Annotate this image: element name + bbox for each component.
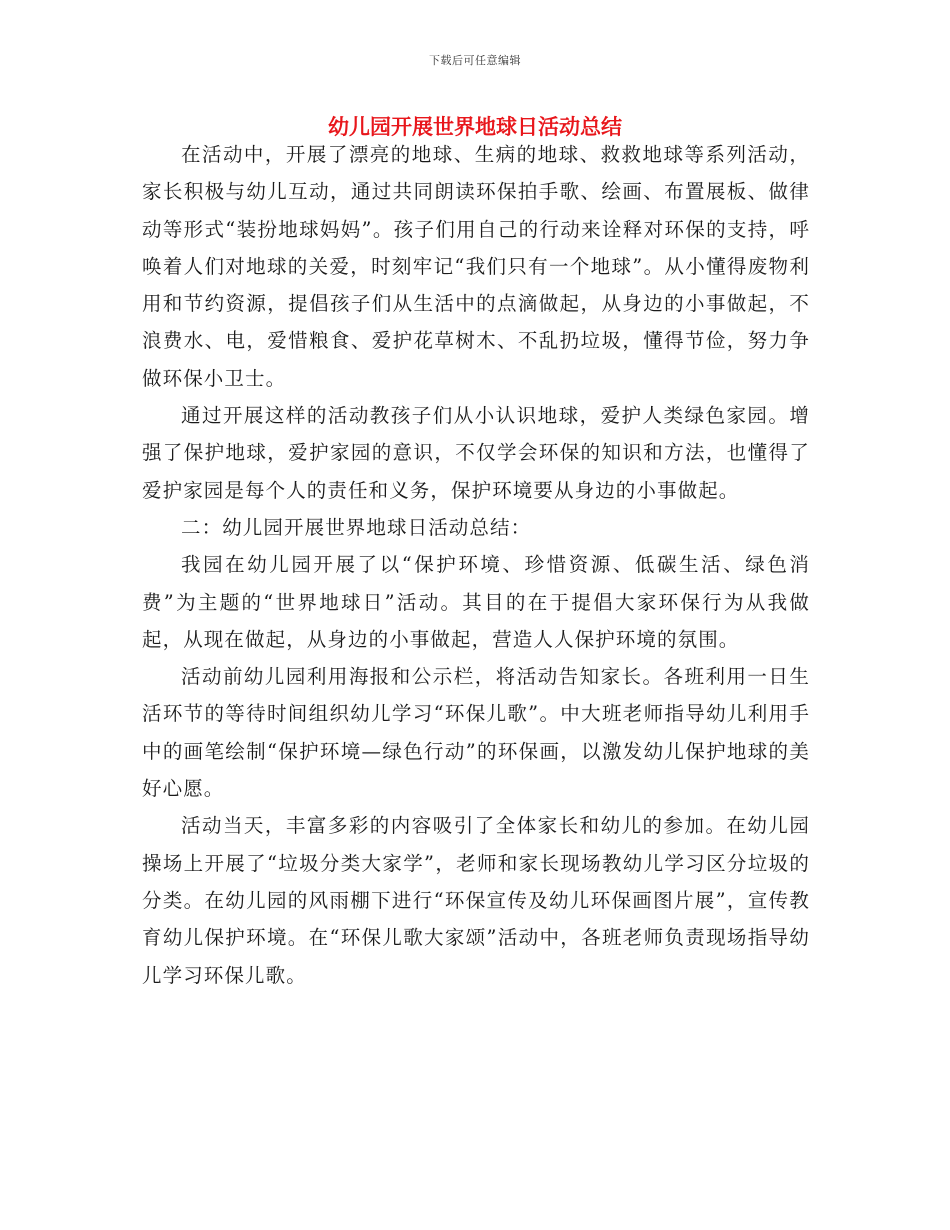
header-note: 下载后可任意编辑 [429,54,521,67]
paragraph-preparation: 活动前幼儿园利用海报和公示栏，将活动告知家长。各班利用一日生活环节的等待时间组织幼儿学习“环保儿歌”。中大班老师指导幼儿利用手中的画笔绘制“保护环境—绿色行动”的环保画，以激发幼儿保护地球的美好心愿。 [142,665,810,801]
paragraph-purpose: 通过开展这样的活动教孩子们从小认识地球，爱护人类绿色家园。增强了保护地球，爱护家园的意识，不仅学会环保的知识和方法，也懂得了爱护家园是每个人的责任和义务，保护环境要从身边的小事做起。 [142,404,810,502]
paragraph-theme: 我园在幼儿园开展了以“保护环境、珍惜资源、低碳生活、绿色消费”为主题的“世界地球日”活动。其目的在于提倡大家环保行为从我做起，从现在做起，从身边的小事做起，营造人人保护环境的氛围。 [142,553,810,651]
document-title: 幼儿园开展世界地球日活动总结 [328,115,622,139]
section-heading: 二：幼儿园开展世界地球日活动总结： [181,515,532,539]
document-body [142,136,810,994]
paragraph-activities: 在活动中，开展了漂亮的地球、生病的地球、救救地球等系列活动，家长积极与幼儿互动，通过共同朗读环保拍手歌、绘画、布置展板、做律动等形式“装扮地球妈妈”。孩子们用自己的行动来诠释对环保的支持，呼唤着人们对地球的关爱，时刻牢记“我们只有一个地球”。从小懂得废物利用和节约资源，提倡孩子们从生活中的点滴做起，从身边的小事做起，不浪费水、电，爱惜粮食、爱护花草树木、不乱扔垃圾，懂得节俭，努力争做环保小卫士。 [142,143,810,390]
paragraph-event-day: 活动当天，丰富多彩的内容吸引了全体家长和幼儿的参加。在幼儿园操场上开展了“垃圾分类大家学”，老师和家长现场教幼儿学习区分垃圾的分类。在幼儿园的风雨棚下进行“环保宣传及幼儿环保画图片展”，宣传教育幼儿保护环境。在“环保儿歌大家颂”活动中，各班老师负责现场指导幼儿学习环保儿歌。 [142,814,810,987]
